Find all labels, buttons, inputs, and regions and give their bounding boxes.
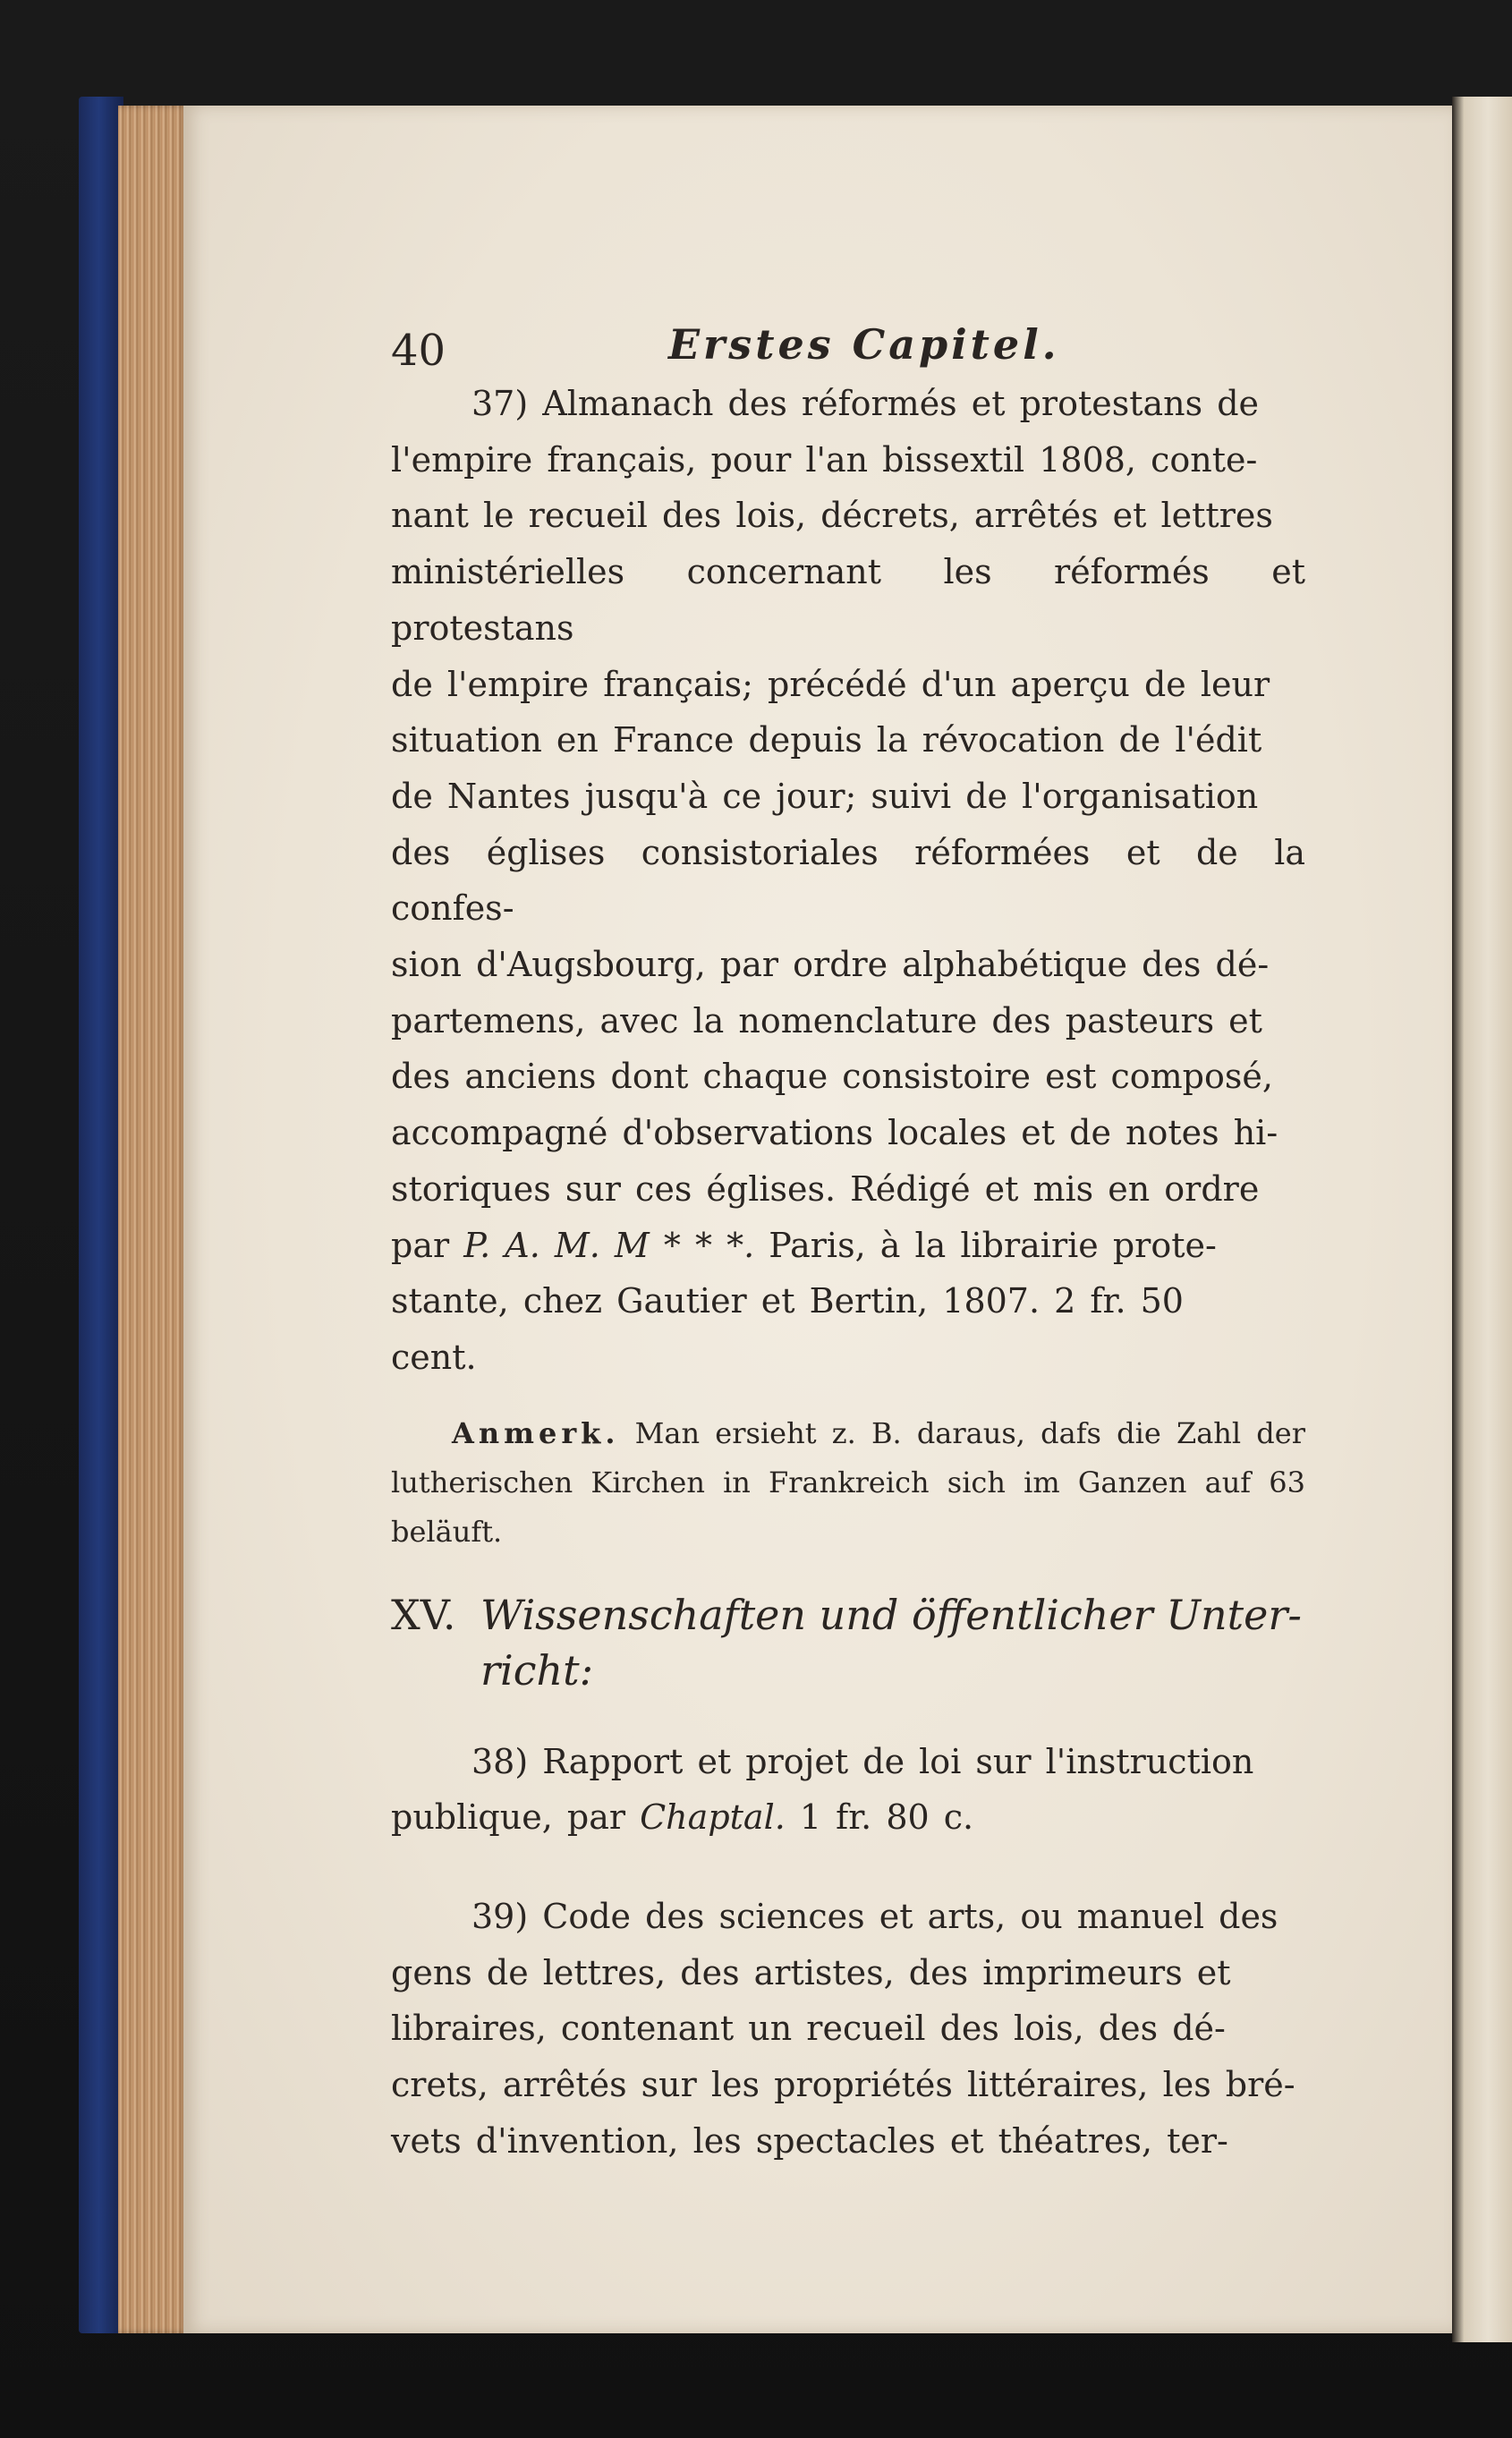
note-label: Anmerk.: [452, 1415, 620, 1450]
annotation-note: [391, 1409, 1305, 1557]
page-text: [391, 304, 1305, 2170]
entry-37-par: par: [391, 1225, 464, 1265]
entry-39-line: crets, arrêtés sur les propriétés littéraires, les bré-: [391, 2065, 1295, 2105]
entry-37-line: situation en France depuis la révocation de l'édit: [391, 720, 1262, 760]
entry-37-line: 37) Almanach des réformés et protestans de: [471, 384, 1260, 423]
entry-39: [391, 1889, 1305, 2170]
entry-37-line: partemens, avec la nomenclature des pasteurs et: [391, 1000, 1262, 1041]
section-title-cont: richt:: [480, 1645, 594, 1695]
entry-37-publisher: Paris, à la librairie prote-: [754, 1225, 1217, 1265]
entry-37: [391, 376, 1305, 1386]
page-header: [391, 304, 1305, 376]
entry-38: [391, 1734, 1305, 1846]
entry-37-line: nant le recueil des lois, décrets, arrêtés et lettres: [391, 496, 1273, 536]
entry-37-line: sion d'Augsbourg, par ordre alphabétique des dé-: [391, 945, 1270, 985]
entry-38-price: 1 fr. 80 c.: [785, 1797, 974, 1838]
entry-39-line: 39) Code des sciences et arts, ou manuel des: [471, 1897, 1278, 1937]
entry-37-line: de l'empire français; précédé d'un aperçu de leur: [391, 664, 1270, 704]
section-title: Wissenschaften und öffentlicher Unter-: [480, 1590, 1302, 1639]
entry-38-prefix: publique, par: [391, 1797, 641, 1838]
entry-37-line: l'empire français, pour l'an bissextil 1808, conte-: [391, 439, 1258, 480]
entry-37-line: ministérielles concernant les réformés et protestans: [391, 552, 1305, 648]
section-numeral: XV.: [391, 1590, 456, 1639]
entry-38-line: [391, 1789, 1305, 1846]
entry-37-author: P. A. M. M * * *.: [463, 1225, 755, 1265]
running-head: Erstes Capitel.: [668, 320, 1060, 369]
entry-37-line: stante, chez Gautier et Bertin, 1807. 2 fr. 50: [391, 1281, 1184, 1321]
entry-38-line: 38) Rapport et projet de loi sur l'instruction: [471, 1741, 1254, 1781]
page-edges: [118, 106, 190, 2333]
entry-37-line: storiques sur ces églises. Rédigé et mis en ordre: [391, 1168, 1260, 1209]
entry-37-line: cent.: [391, 1337, 477, 1377]
entry-39-line: libraires, contenant un recueil des lois, des dé-: [391, 2009, 1226, 2049]
book-cover-edge: [79, 97, 123, 2333]
entry-39-line: gens de lettres, des artistes, des imprimeurs et: [391, 1952, 1231, 1992]
facing-page-edge: [1452, 97, 1512, 2342]
entry-39-line: vets d'invention, les spectacles et théatres, ter-: [391, 2120, 1228, 2161]
entry-37-line: des anciens dont chaque consistoire est composé,: [391, 1057, 1273, 1097]
entry-37-line: de Nantes jusqu'à ce jour; suivi de l'organisation: [391, 776, 1259, 816]
entry-38-author: Chaptal.: [640, 1797, 786, 1838]
entry-37-line: [391, 1218, 1305, 1274]
entry-37-line: des églises consistoriales réformées et de la confes-: [391, 832, 1305, 929]
note-text: Man ersieht z. B. daraus, dafs die Zahl der lutherischen Kirchen in Frankreich sich im Ganzen auf 63 beläuft.: [391, 1415, 1305, 1549]
entry-37-line: accompagné d'observations locales et de notes hi-: [391, 1113, 1278, 1153]
section-heading: [391, 1587, 1305, 1698]
page-number: 40: [391, 326, 446, 376]
